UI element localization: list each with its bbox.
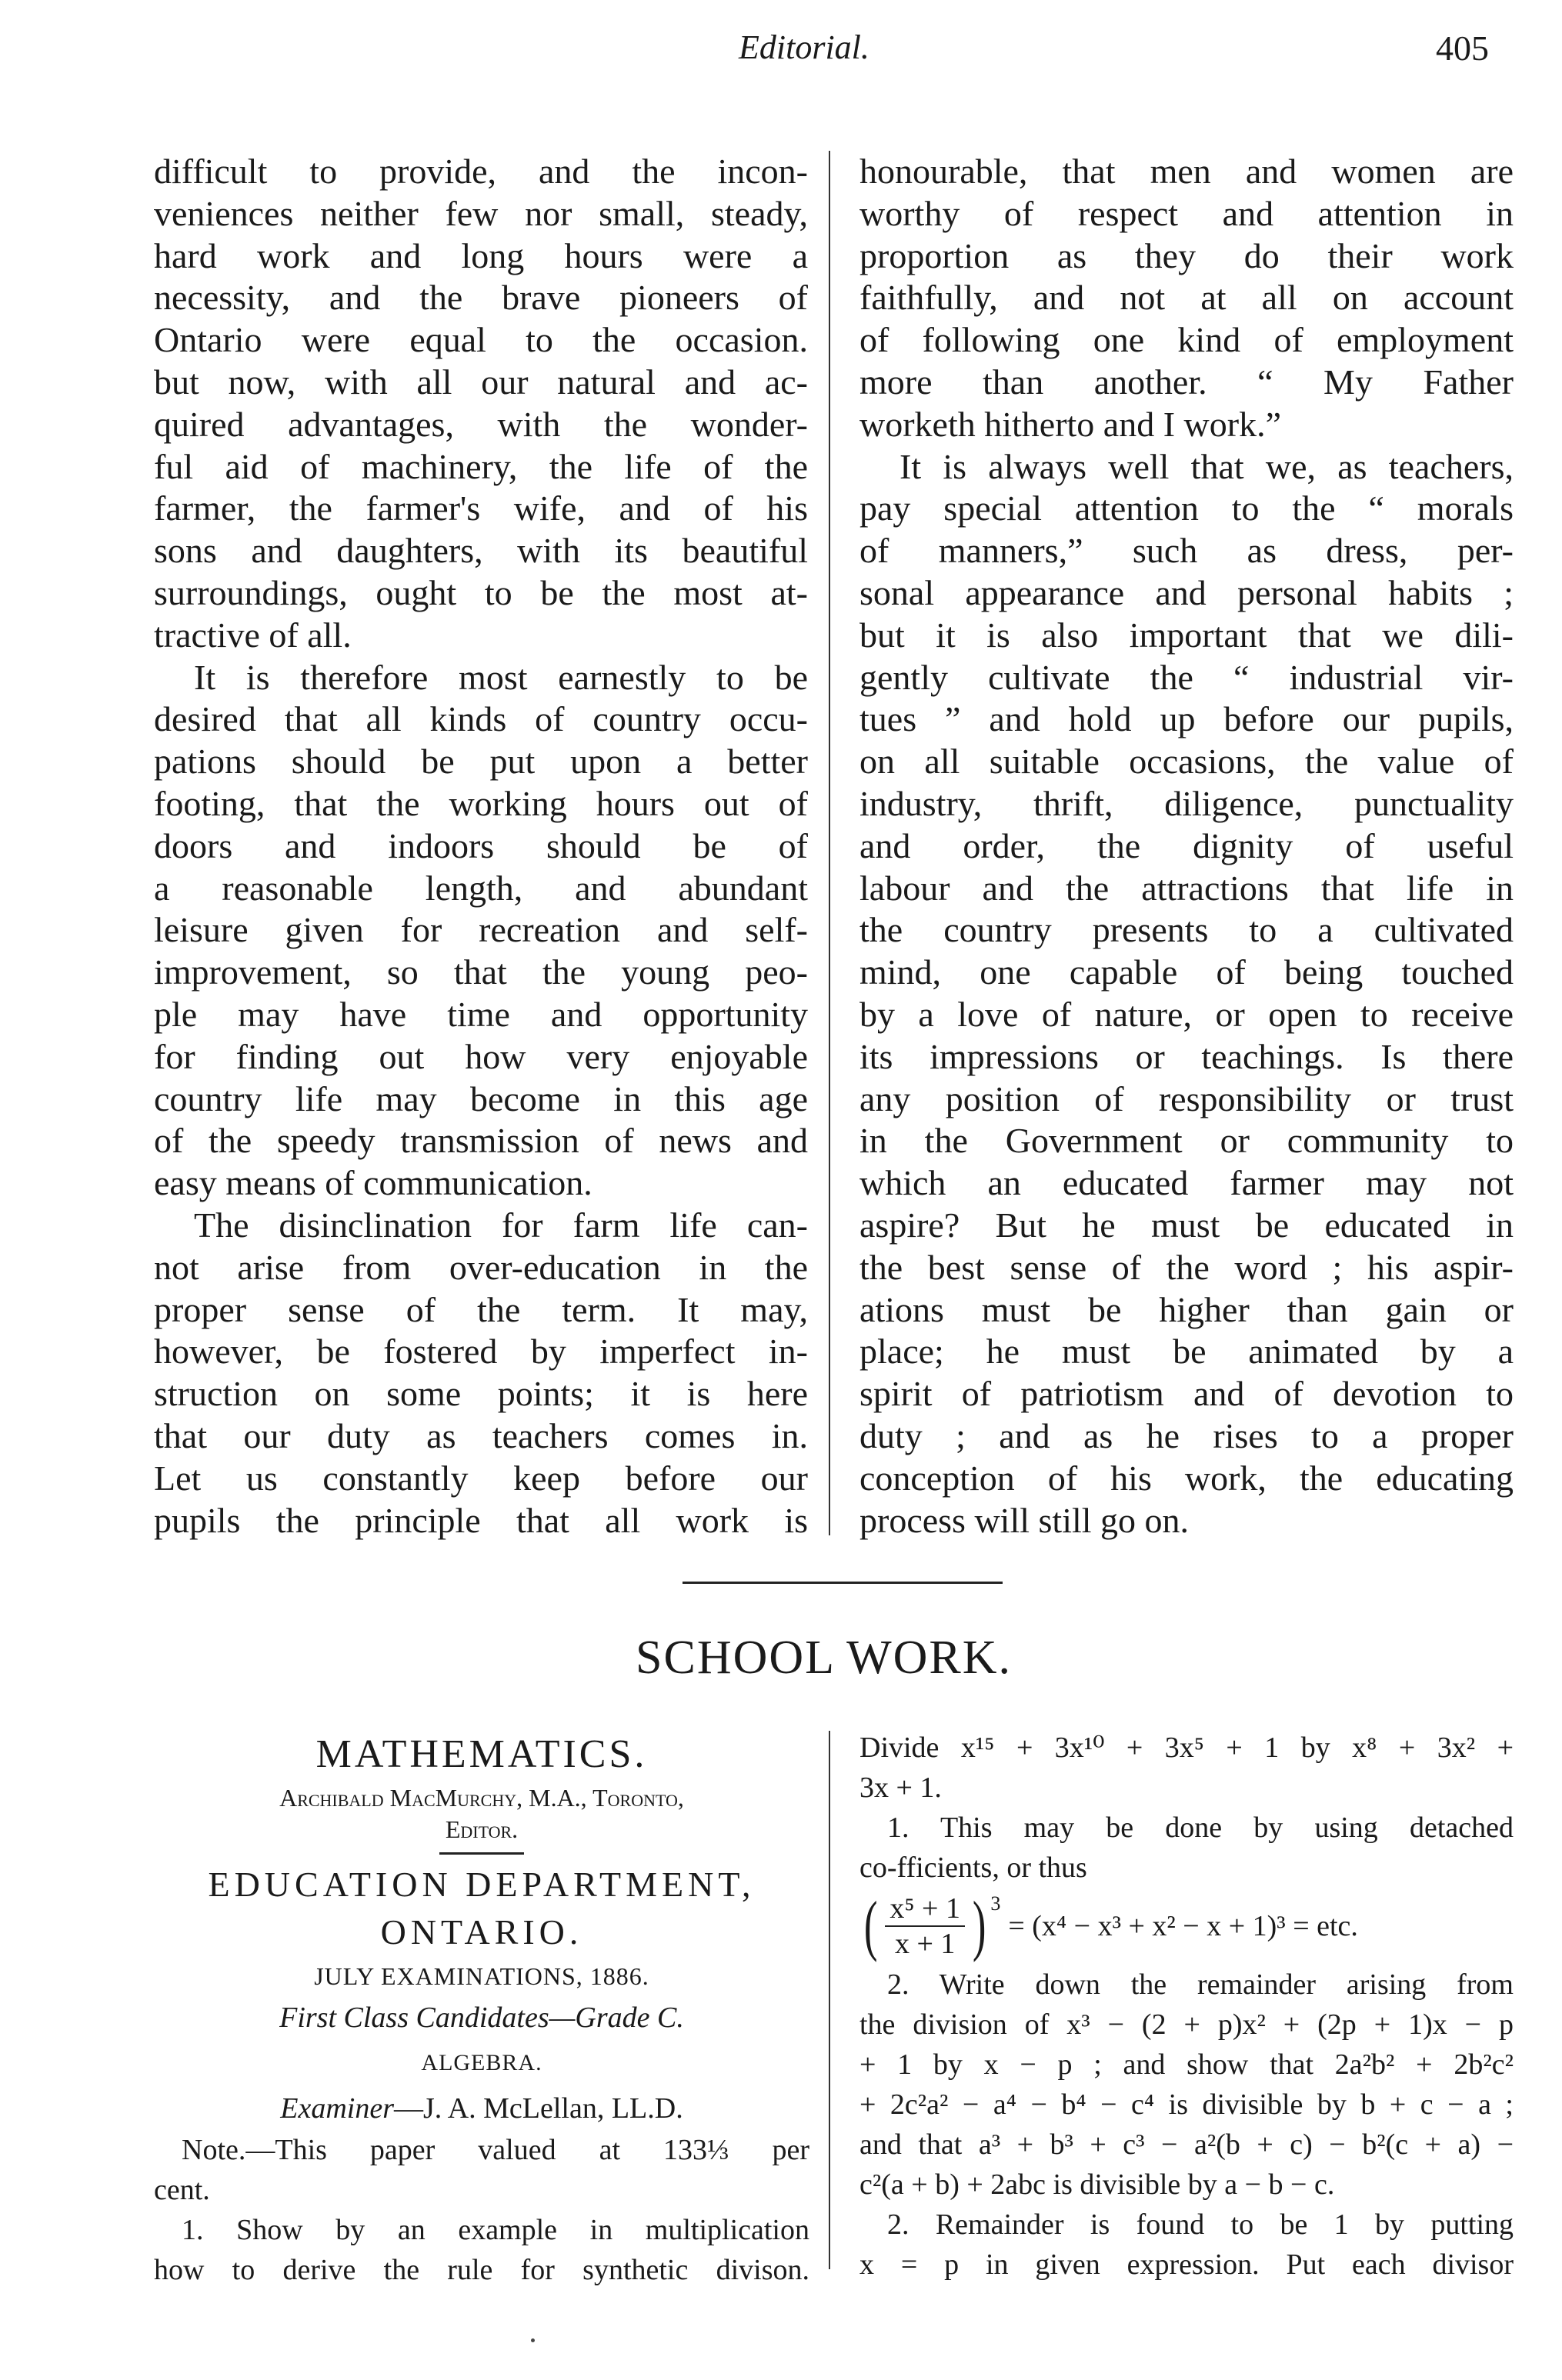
text-line: not arise from over-education in the [154, 1247, 808, 1287]
text-line: that our duty as teachers comes in. [154, 1415, 808, 1455]
editorial-left-column [154, 151, 808, 1542]
text-line: leisure given for recreation and self- [154, 910, 808, 950]
fraction-numerator: x⁵ + 1 [885, 1892, 965, 1927]
text-line: easy means of communication. [154, 1163, 592, 1203]
text-line: pations should be put upon a better [154, 742, 808, 782]
column-rule [829, 151, 830, 1535]
text-line: by a love of nature, or open to receive [859, 994, 1514, 1034]
text-line: industry, thrift, diligence, punctuality [859, 783, 1514, 823]
text-line: quired advantages, with the wonder- [154, 404, 808, 444]
mathematics-heading: MATHEMATICS. [315, 1732, 648, 1776]
problem-line: Divide x¹⁵ + 3x¹⁰ + 3x⁵ + 1 by x⁸ + 3x² + [859, 1732, 1514, 1764]
text-line: in the Government or community to [859, 1121, 1514, 1161]
text-line: worthy of respect and attention in [859, 193, 1514, 233]
text-line: and order, the dignity of useful [859, 825, 1514, 865]
text-line: tractive of all. [154, 615, 352, 655]
mathematics-right-column [859, 1728, 1514, 2285]
text-line: spirit of patriotism and of devotion to [859, 1374, 1514, 1414]
editor-credit: Archibald MacMurchy, M.A., Toronto, [279, 1784, 684, 1812]
text-line: the country presents to a cultivated [859, 910, 1514, 950]
text-line: on all suitable occasions, the value of [859, 742, 1514, 782]
question-2-line: and that a³ + b³ + c³ − a²(b + c) − b²(c + a) − [859, 2128, 1514, 2161]
text-line: of the speedy transmission of news and [154, 1121, 808, 1161]
examinations-title: JULY EXAMINATIONS, 1886. [314, 1962, 649, 1990]
running-head-title: Editorial. [739, 28, 869, 66]
text-line: struction on some points; it is here [154, 1374, 808, 1414]
text-line: sonal appearance and personal habits ; [859, 572, 1514, 612]
answer-2-line: x = p in given expression. Put each divisor [859, 2248, 1514, 2281]
fraction [885, 1892, 965, 1961]
text-line: improvement, so that the young peo- [154, 952, 808, 992]
answer-1-line: 1. This may be done by using detached [887, 1812, 1514, 1844]
question-2-line: + 2c²a² − a⁴ − b⁴ − c⁴ is divisible by b + c − a ; [859, 2088, 1514, 2121]
text-line: labour and the attractions that life in [859, 868, 1514, 908]
column-rule [829, 1731, 830, 2269]
text-line: of manners,” such as dress, per- [859, 531, 1514, 571]
text-line: sons and daughters, with its beautiful [154, 531, 808, 571]
text-line: which an educated farmer may not [859, 1163, 1514, 1203]
text-line: country life may become in this age [154, 1078, 808, 1118]
question-2-line: 2. Write down the remainder arising from [887, 1968, 1514, 2001]
print-speck [531, 2338, 535, 2342]
text-line: duty ; and as he rises to a proper [859, 1415, 1514, 1455]
answer-1-line: co-fficients, or thus [859, 1852, 1087, 1884]
text-line: ations must be higher than gain or [859, 1289, 1514, 1329]
text-line: but it is also important that we dili- [859, 615, 1514, 655]
text-line: Ontario were equal to the occasion. [154, 320, 808, 360]
text-line: mind, one capable of being touched [859, 952, 1514, 992]
text-line: pupils the principle that all work is [154, 1500, 808, 1540]
section-title: SCHOOL WORK. [636, 1632, 1013, 1684]
text-line: faithfully, and not at all on account [859, 278, 1514, 318]
text-line: veniences neither few nor small, steady, [154, 193, 808, 233]
text-line: however, be fostered by imperfect in- [154, 1332, 808, 1372]
text-line: ple may have time and opportunity [154, 994, 808, 1034]
text-line: pay special attention to the “ morals [859, 488, 1514, 528]
text-line: conception of his work, the educating [859, 1458, 1514, 1498]
text-line: difficult to provide, and the incon- [154, 152, 808, 191]
fraction-rhs: = (x⁴ − x³ + x² − x + 1)³ = etc. [1008, 1910, 1358, 1942]
text-line: It is always well that we, as teachers, [899, 446, 1514, 486]
fraction-equation [859, 1888, 1514, 1965]
text-line: a reasonable length, and abundant [154, 868, 808, 908]
fraction-exponent: 3 [990, 1892, 1001, 1915]
subject-title: ALGEBRA. [421, 2050, 542, 2075]
text-line: proper sense of the term. It may, [154, 1289, 808, 1329]
editor-role: Editor. [445, 1815, 519, 1843]
text-line: process will still go on. [859, 1500, 1190, 1540]
text-line: hard work and long hours were a [154, 235, 808, 275]
open-paren: ( [863, 1888, 878, 1963]
text-line: gently cultivate the “ industrial vir- [859, 657, 1514, 697]
text-line: footing, that the working hours out of [154, 783, 808, 823]
text-line: It is therefore most earnestly to be [194, 657, 808, 697]
question-1-line: how to derive the rule for synthetic divison. [154, 2254, 809, 2286]
question-2-line: + 1 by x − p ; and show that 2a²b² + 2b²c² [859, 2048, 1514, 2081]
text-line: honourable, that men and women are [859, 152, 1514, 191]
text-line: ful aid of machinery, the life of the [154, 446, 808, 486]
text-line: doors and indoors should be of [154, 825, 808, 865]
text-line: of following one kind of employment [859, 320, 1514, 360]
text-line: Let us constantly keep before our [154, 1458, 808, 1498]
question-2-line: the division of x³ − (2 + p)x² + (2p + 1)x − p [859, 2008, 1514, 2041]
text-line: but now, with all our natural and ac- [154, 362, 808, 402]
section-separator-rule [683, 1582, 1003, 1584]
answer-2-line: 2. Remainder is found to be 1 by putting [887, 2208, 1514, 2241]
text-line: proportion as they do their work [859, 235, 1514, 275]
examiner-line: Examiner—J. A. McLellan, LL.D. [280, 2092, 683, 2125]
text-line: desired that all kinds of country occu- [154, 699, 808, 739]
note-line: cent. [154, 2174, 210, 2206]
text-line: The disinclination for farm life can- [194, 1205, 808, 1245]
text-line: any position of responsibility or trust [859, 1078, 1514, 1118]
mathematics-left-column [154, 1728, 809, 2290]
department-name: EDUCATION DEPARTMENT, [208, 1865, 756, 1904]
text-line: necessity, and the brave pioneers of [154, 278, 808, 318]
text-line: place; he must be animated by a [859, 1332, 1514, 1372]
question-2-line: c²(a + b) + 2abc is divisible by a − b − c. [859, 2168, 1335, 2201]
text-line: for finding out how very enjoyable [154, 1036, 808, 1076]
text-line: more than another. “ My Father [859, 362, 1514, 402]
department-location: ONTARIO. [380, 1912, 583, 1952]
note-line: Note.—This paper valued at 133⅓ per [182, 2134, 809, 2166]
candidates-line: First Class Candidates—Grade C. [279, 2002, 684, 2034]
text-line: the best sense of the word ; his aspir- [859, 1247, 1514, 1287]
heading-rule [439, 1852, 524, 1855]
page-number: 405 [1436, 28, 1489, 68]
text-line: farmer, the farmer's wife, and of his [154, 488, 808, 528]
editorial-right-column [859, 151, 1514, 1542]
text-line: tues ” and hold up before our pupils, [859, 699, 1514, 739]
text-line: aspire? But he must be educated in [859, 1205, 1514, 1245]
problem-line: 3x + 1. [859, 1772, 942, 1804]
text-line: worketh hitherto and I work.” [859, 404, 1282, 444]
question-1-line: 1. Show by an example in multiplication [182, 2214, 809, 2246]
text-line: surroundings, ought to be the most at- [154, 572, 808, 612]
fraction-denominator: x + 1 [894, 1928, 956, 1960]
close-paren: ) [972, 1888, 986, 1963]
examiner-name: —J. A. McLellan, LL.D. [394, 2092, 683, 2125]
text-line: its impressions or teachings. Is there [859, 1036, 1514, 1076]
